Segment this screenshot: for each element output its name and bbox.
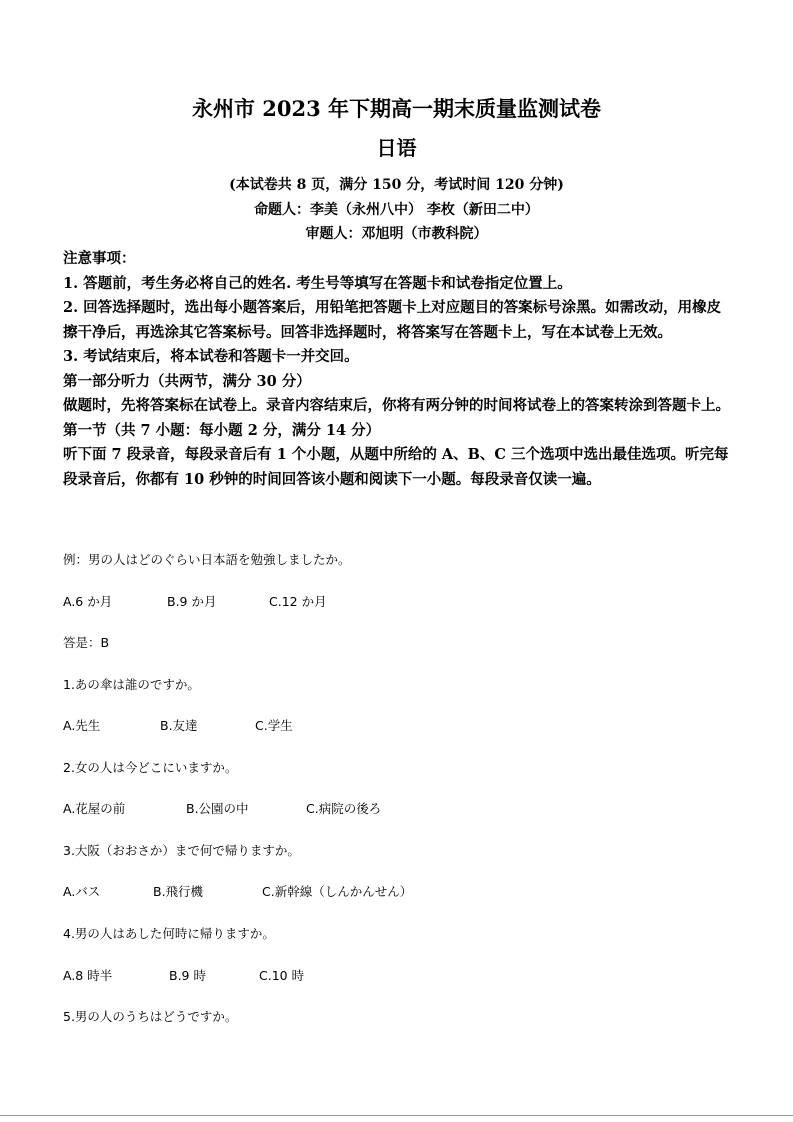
option-c: C.新幹線（しんかんせん） — [262, 884, 413, 899]
part-1-heading: 第一部分听力（共两节，满分 30 分） — [63, 372, 311, 390]
exam-reviewer: 审题人：邓旭明（市教科院） — [305, 226, 488, 242]
notes-item-1: 1. 答题前，考生务必将自己的姓名. 考生号等填写在答题卡和试卷指定位置上。 — [63, 274, 572, 292]
notes-item-3: 3. 考试结束后，将本试卷和答题卡一并交回。 — [63, 348, 359, 365]
question-4: 4.男の人はあした何時に帰りますか。 — [63, 926, 275, 941]
exam-title: 永州市 2023 年下期高一期末质量监测试卷 — [191, 96, 602, 121]
option-a: A.先生 — [63, 718, 101, 733]
option-b: B.9 か月 — [167, 594, 217, 609]
exam-info: (本试卷共 8 页，满分 150 分，考试时间 120 分钟) — [229, 177, 564, 193]
option-b: B.公園の中 — [186, 801, 249, 816]
exam-authors: 命题人：李美（永州八中） 李枚（新田二中） — [254, 202, 539, 218]
question-2: 2.女の人は今どこにいますか。 — [63, 760, 238, 775]
option-c: C.12 か月 — [269, 594, 327, 609]
section-1-heading: 第一节（共 7 小题：每小题 2 分，满分 14 分） — [63, 421, 381, 439]
section-1-description: 听下面 7 段录音，每段录音后有 1 个小题，从题中所给的 A、B、C 三个选项中选出最佳选项。听完每段录音后，你都有 10 秒钟的时间回答该小题和阅读下一小题。每段录音仅读一遍。 — [63, 446, 729, 488]
option-b: B.友達 — [160, 718, 198, 733]
option-a: A.8 時半 — [63, 968, 113, 983]
notes-item-2: 2. 回答选择题时，选出每小题答案后，用铅笔把答题卡上对应题目的答案标号涂黑。如需改动，用橡皮擦干净后，再选涂其它答案标号。回答非选择题时，将答案写在答题卡上，写在本试卷上无效。 — [63, 299, 722, 341]
option-c: C.10 時 — [259, 968, 305, 983]
exam-subject: 日语 — [376, 136, 417, 160]
option-a: A.6 か月 — [63, 594, 113, 609]
question-3: 3.大阪（おおさか）まで何で帰りますか。 — [63, 843, 300, 858]
option-c: C.学生 — [255, 718, 293, 733]
option-a: A.バス — [63, 884, 101, 899]
option-b: B.飛行機 — [153, 884, 204, 899]
option-b: B.9 時 — [169, 968, 206, 983]
example-answer: 答是：B — [63, 635, 110, 650]
option-a: A.花屋の前 — [63, 801, 126, 816]
option-c: C.病院の後ろ — [306, 801, 382, 816]
example-question: 例：男の人はどのぐらい日本語を勉強しましたか。 — [63, 552, 351, 567]
notes-heading: 注意事项： — [63, 250, 136, 267]
part-1-description: 做题时，先将答案标在试卷上。录音内容结束后，你将有两分钟的时间将试卷上的答案转涂到答题卡上。 — [63, 397, 730, 414]
page-bottom-divider — [0, 1115, 793, 1116]
question-5: 5.男の人のうちはどうですか。 — [63, 1009, 238, 1024]
question-1: 1.あの傘は誰のですか。 — [63, 677, 200, 692]
notes-section — [63, 247, 733, 492]
